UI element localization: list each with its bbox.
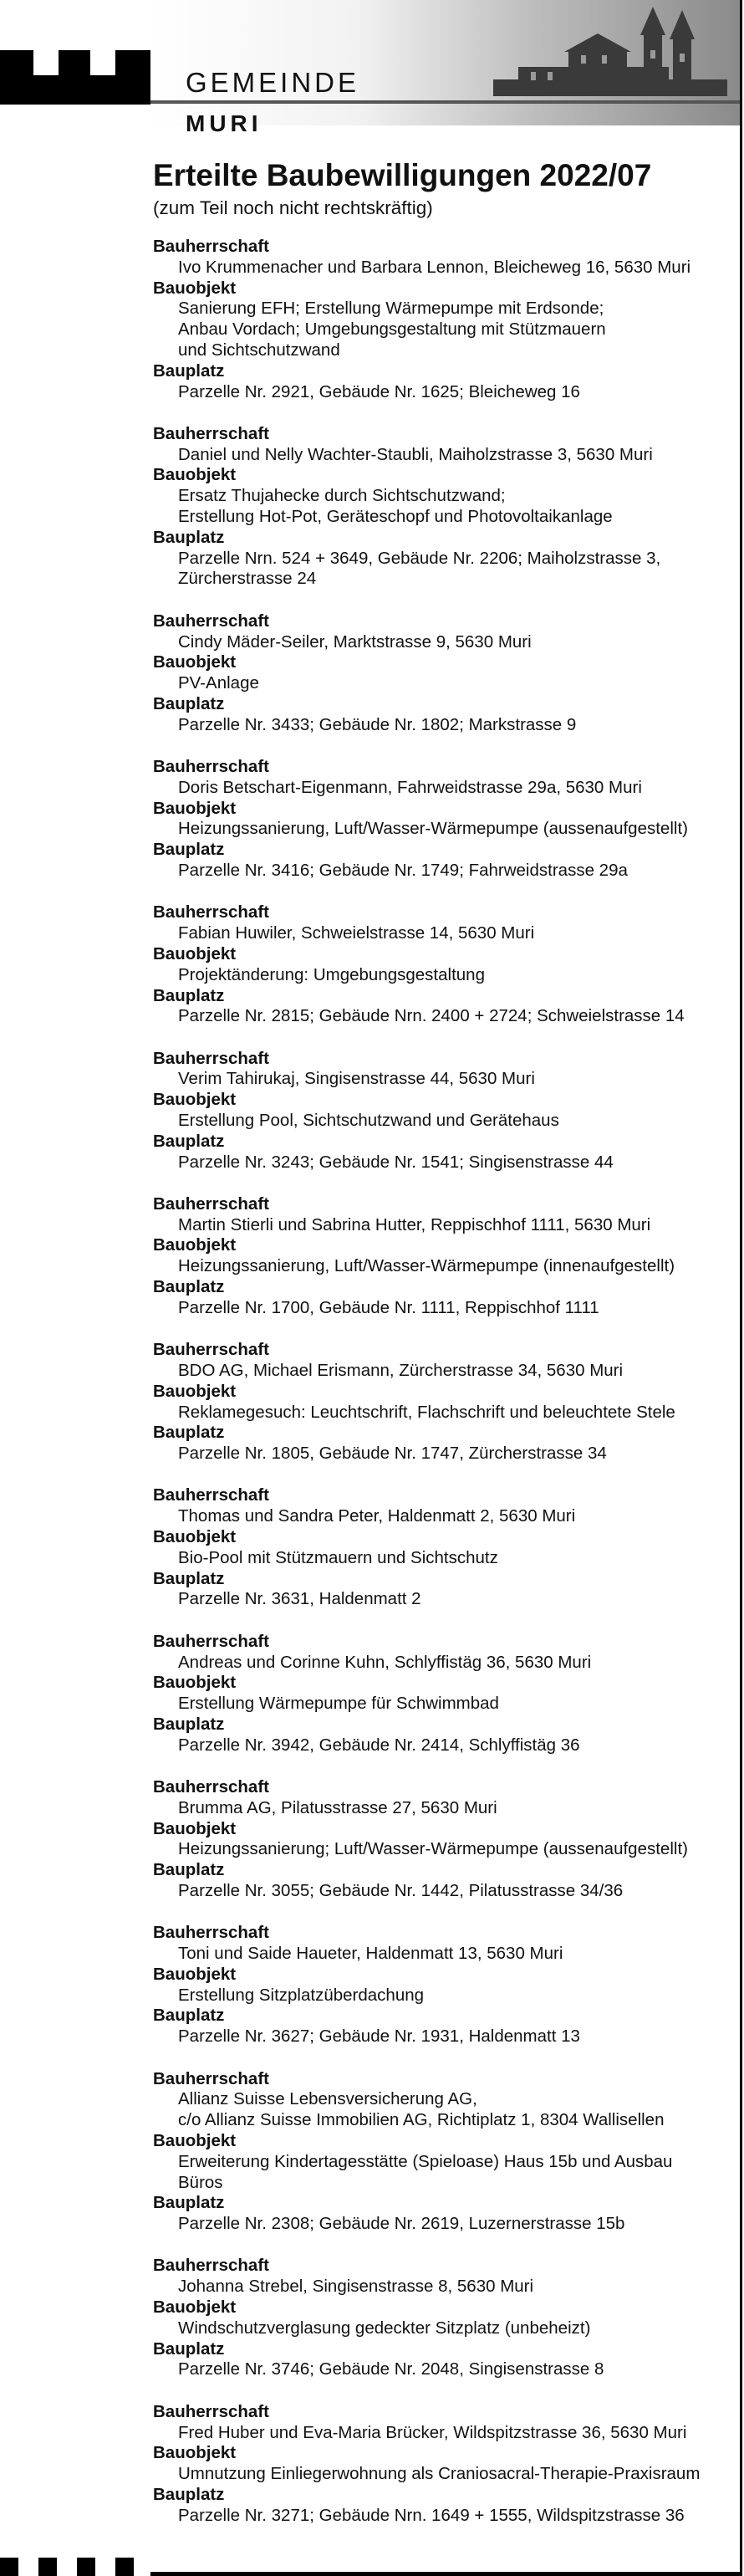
permit-object-label: Bauobjekt [153, 1090, 237, 1110]
permit-owner-text: Brumma AG, Pilatusstrasse 27, 5630 Muri [178, 1797, 497, 1817]
permit-entry [153, 2402, 738, 2527]
permit-site-label: Bauplatz [153, 527, 225, 547]
permit-entry [153, 2069, 738, 2235]
permit-owner-text: Ivo Krummenacher und Barbara Lennon, Bleicheweg 16, 5630 Muri [178, 257, 691, 277]
permit-object-label: Bauobjekt [153, 1235, 237, 1255]
permit-site-label: Bauplatz [153, 1423, 225, 1443]
permit-owner-label: Bauherrschaft [153, 1340, 269, 1360]
permit-owner-label: Bauherrschaft [153, 1631, 269, 1651]
footer-block [0, 2558, 18, 2576]
permit-object-label: Bauobjekt [153, 2130, 237, 2150]
permit-owner-label: Bauherrschaft [153, 1777, 269, 1797]
footer-band [0, 2558, 742, 2576]
permit-site-text: Parzelle Nr. 3416; Gebäude Nr. 1749; Fahrweidstrasse 29a [178, 861, 628, 881]
permit-entry [153, 1340, 738, 1464]
permit-object-text: Erstellung Sitzplatzüberdachung [178, 1985, 425, 2005]
permit-object-label: Bauobjekt [153, 798, 237, 818]
permit-site-label: Bauplatz [153, 2484, 225, 2504]
permit-entry [153, 1777, 738, 1902]
permit-site-label: Bauplatz [153, 1568, 225, 1588]
permit-owner-label: Bauherrschaft [153, 1048, 269, 1068]
permit-site-text: Parzelle Nr. 3627; Gebäude Nr. 1931, Haldenmatt 13 [178, 2027, 580, 2047]
permit-site-label: Bauplatz [153, 693, 225, 713]
permit-owner-text: Allianz Suisse Lebensversicherung AG, [178, 2089, 477, 2109]
permit-object-text: Erstellung Hot-Pot, Geräteschopf und Photovoltaikanlage [178, 507, 613, 527]
permit-object-text: Ersatz Thujahecke durch Sichtschutzwand; [178, 486, 506, 506]
permit-owner-label: Bauherrschaft [153, 1923, 269, 1943]
permit-site-text: Parzelle Nr. 3055; Gebäude Nr. 1442, Pilatusstrasse 34/36 [178, 1880, 624, 1900]
permit-entry [153, 237, 738, 402]
permit-object-label: Bauobjekt [153, 1818, 237, 1838]
monastery-illustration [468, 0, 740, 109]
municipality-header [0, 0, 742, 159]
permit-object-text: Heizungssanierung; Luft/Wasser-Wärmepumpe (aussenaufgestellt) [178, 1839, 688, 1859]
permit-site-text: Parzelle Nr. 3942, Gebäude Nr. 2414, Schlyffistäg 36 [178, 1735, 580, 1755]
permit-object-label: Bauobjekt [153, 943, 237, 963]
permit-site-text: Parzelle Nr. 2815; Gebäude Nrn. 2400 + 2724; Schweielstrasse 14 [178, 1006, 685, 1026]
permit-object-text: Bio-Pool mit Stützmauern und Sichtschutz [178, 1547, 498, 1567]
permit-owner-label: Bauherrschaft [153, 2068, 269, 2088]
permit-entry [153, 1485, 738, 1610]
logo-crenel [0, 75, 150, 105]
permit-list [153, 237, 738, 2548]
header-rule [150, 100, 740, 104]
document-title: Erteilte Baubewilligungen 2022/07 [153, 158, 652, 192]
permit-entry [153, 757, 738, 882]
permit-object-label: Bauobjekt [153, 1673, 237, 1693]
permit-object-text: Erstellung Pool, Sichtschutzwand und Gerätehaus [178, 1110, 559, 1130]
permit-site-text: Parzelle Nr. 3243; Gebäude Nr. 1541; Singisenstrasse 44 [178, 1152, 614, 1172]
permit-object-label: Bauobjekt [153, 2297, 237, 2318]
permit-site-label: Bauplatz [153, 2006, 225, 2026]
permit-owner-text: Johanna Strebel, Singisenstrasse 8, 5630 Muri [178, 2277, 534, 2297]
permit-site-text: Parzelle Nr. 2308; Gebäude Nr. 2619, Luzernerstrasse 15b [178, 2214, 625, 2234]
permit-object-label: Bauobjekt [153, 1527, 237, 1547]
permit-object-text: und Sichtschutzwand [178, 340, 340, 360]
permit-owner-text: Fred Huber und Eva-Maria Brücker, Wildspitzstrasse 36, 5630 Muri [178, 2422, 687, 2442]
permit-site-text: Parzelle Nrn. 524 + 3649, Gebäude Nr. 2206; Maiholzstrasse 3, [178, 548, 661, 568]
permit-owner-text: Toni und Saide Haueter, Haldenmatt 13, 5630 Muri [178, 1944, 563, 1964]
permit-site-text: Parzelle Nr. 2921, Gebäude Nr. 1625; Bleicheweg 16 [178, 381, 580, 401]
permit-owner-label: Bauherrschaft [153, 237, 269, 256]
document-subtitle: (zum Teil noch nicht rechtskräftig) [153, 197, 433, 218]
permit-object-label: Bauobjekt [153, 278, 237, 298]
permit-entry [153, 1194, 738, 1319]
permit-entry [153, 1632, 738, 1756]
permit-site-label: Bauplatz [153, 1131, 225, 1151]
permit-owner-label: Bauherrschaft [153, 757, 269, 777]
permit-site-label: Bauplatz [153, 1860, 225, 1880]
permit-site-label: Bauplatz [153, 360, 225, 381]
permit-owner-text: Fabian Huwiler, Schweielstrasse 14, 5630 Muri [178, 923, 535, 943]
permit-owner-text: Martin Stierli und Sabrina Hutter, Reppischhof 1111, 5630 Muri [178, 1214, 651, 1234]
permit-object-text: Anbau Vordach; Umgebungsgestaltung mit Stützmauern [178, 319, 606, 340]
footer-block [38, 2558, 57, 2576]
permit-entry [153, 902, 738, 1027]
permit-site-text: Parzelle Nr. 3271; Gebäude Nrn. 1649 + 1555, Wildspitzstrasse 36 [178, 2505, 685, 2525]
permit-site-text: Parzelle Nr. 1700, Gebäude Nr. 1111, Reppischhof 1111 [178, 1297, 599, 1317]
permit-owner-label: Bauherrschaft [153, 902, 269, 923]
permit-site-label: Bauplatz [153, 985, 225, 1005]
brand-gemeinde: GEMEINDE [186, 67, 360, 98]
footer-block [115, 2558, 134, 2576]
permit-site-text: Parzelle Nr. 1805, Gebäude Nr. 1747, Zürcherstrasse 34 [178, 1444, 607, 1464]
permit-object-text: PV-Anlage [178, 673, 259, 693]
permit-object-label: Bauobjekt [153, 1964, 237, 1984]
permit-object-text: Umnutzung Einliegerwohnung als Craniosacral-Therapie-Praxisraum [178, 2464, 701, 2484]
permit-owner-text: Daniel und Nelly Wachter-Staubli, Maiholzstrasse 3, 5630 Muri [178, 444, 653, 464]
permit-site-label: Bauplatz [153, 840, 225, 860]
permit-entry [153, 2256, 738, 2380]
permit-owner-text: BDO AG, Michael Erismann, Zürcherstrasse 34, 5630 Muri [178, 1360, 624, 1380]
logo-crenel [59, 50, 90, 75]
permit-entry [153, 1049, 738, 1173]
permit-object-text: Sanierung EFH; Erstellung Wärmepumpe mit Erdsonde; [178, 299, 604, 319]
footer-bar [150, 2572, 742, 2576]
permit-object-text: Heizungssanierung, Luft/Wasser-Wärmepumpe (aussenaufgestellt) [178, 819, 688, 839]
permit-object-text: Büros [178, 2172, 223, 2192]
permit-owner-text: Andreas und Corinne Kuhn, Schlyffistäg 36, 5630 Muri [178, 1652, 592, 1672]
permit-site-label: Bauplatz [153, 2193, 225, 2213]
permit-object-label: Bauobjekt [153, 465, 237, 485]
logo-crenel [0, 50, 33, 75]
permit-owner-text: Doris Betschart-Eigenmann, Fahrweidstrasse 29a, 5630 Muri [178, 777, 642, 797]
permit-owner-text: c/o Allianz Suisse Immobilien AG, Richtiplatz 1, 8304 Wallisellen [178, 2110, 665, 2130]
permit-owner-text: Verim Tahirukaj, Singisenstrasse 44, 5630 Muri [178, 1069, 535, 1089]
permit-object-text: Reklamegesuch: Leuchtschrift, Flachschrift und beleuchtete Stele [178, 1402, 675, 1422]
permit-owner-text: Thomas und Sandra Peter, Haldenmatt 2, 5630 Muri [178, 1506, 576, 1526]
permit-entry [153, 611, 738, 736]
permit-object-label: Bauobjekt [153, 1381, 237, 1401]
permit-site-text: Parzelle Nr. 3433; Gebäude Nr. 1802; Markstrasse 9 [178, 714, 577, 734]
permit-site-text: Zürcherstrasse 24 [178, 569, 317, 589]
permit-owner-label: Bauherrschaft [153, 611, 269, 631]
permit-object-text: Heizungssanierung, Luft/Wasser-Wärmepumpe (innenaufgestellt) [178, 1256, 675, 1276]
permit-owner-label: Bauherrschaft [153, 1485, 269, 1505]
permit-object-text: Erweiterung Kindertagesstätte (Spieloase) Haus 15b und Ausbau [178, 2151, 673, 2171]
permit-owner-label: Bauherrschaft [153, 1193, 269, 1214]
permit-site-text: Parzelle Nr. 3631, Haldenmatt 2 [178, 1589, 421, 1609]
permit-owner-text: Cindy Mäder-Seiler, Marktstrasse 9, 5630 Muri [178, 631, 532, 652]
permit-site-label: Bauplatz [153, 2338, 225, 2359]
permit-object-text: Erstellung Wärmepumpe für Schwimmbad [178, 1694, 499, 1714]
permit-owner-label: Bauherrschaft [153, 2256, 269, 2276]
permit-object-text: Projektänderung: Umgebungsgestaltung [178, 964, 485, 984]
permit-site-text: Parzelle Nr. 3746; Gebäude Nr. 2048, Singisenstrasse 8 [178, 2359, 604, 2379]
permit-object-label: Bauobjekt [153, 652, 237, 672]
permit-entry [153, 424, 738, 590]
permit-owner-label: Bauherrschaft [153, 423, 269, 443]
footer-block [77, 2558, 95, 2576]
permit-site-label: Bauplatz [153, 1277, 225, 1297]
permit-site-label: Bauplatz [153, 1714, 225, 1734]
permit-object-text: Windschutzverglasung gedeckter Sitzplatz (unbeheizt) [178, 2318, 591, 2338]
logo-crenel [115, 50, 150, 75]
permit-object-label: Bauobjekt [153, 2443, 237, 2463]
permit-owner-label: Bauherrschaft [153, 2401, 269, 2421]
permit-entry [153, 1923, 738, 2047]
brand-muri: MURI [186, 110, 262, 136]
